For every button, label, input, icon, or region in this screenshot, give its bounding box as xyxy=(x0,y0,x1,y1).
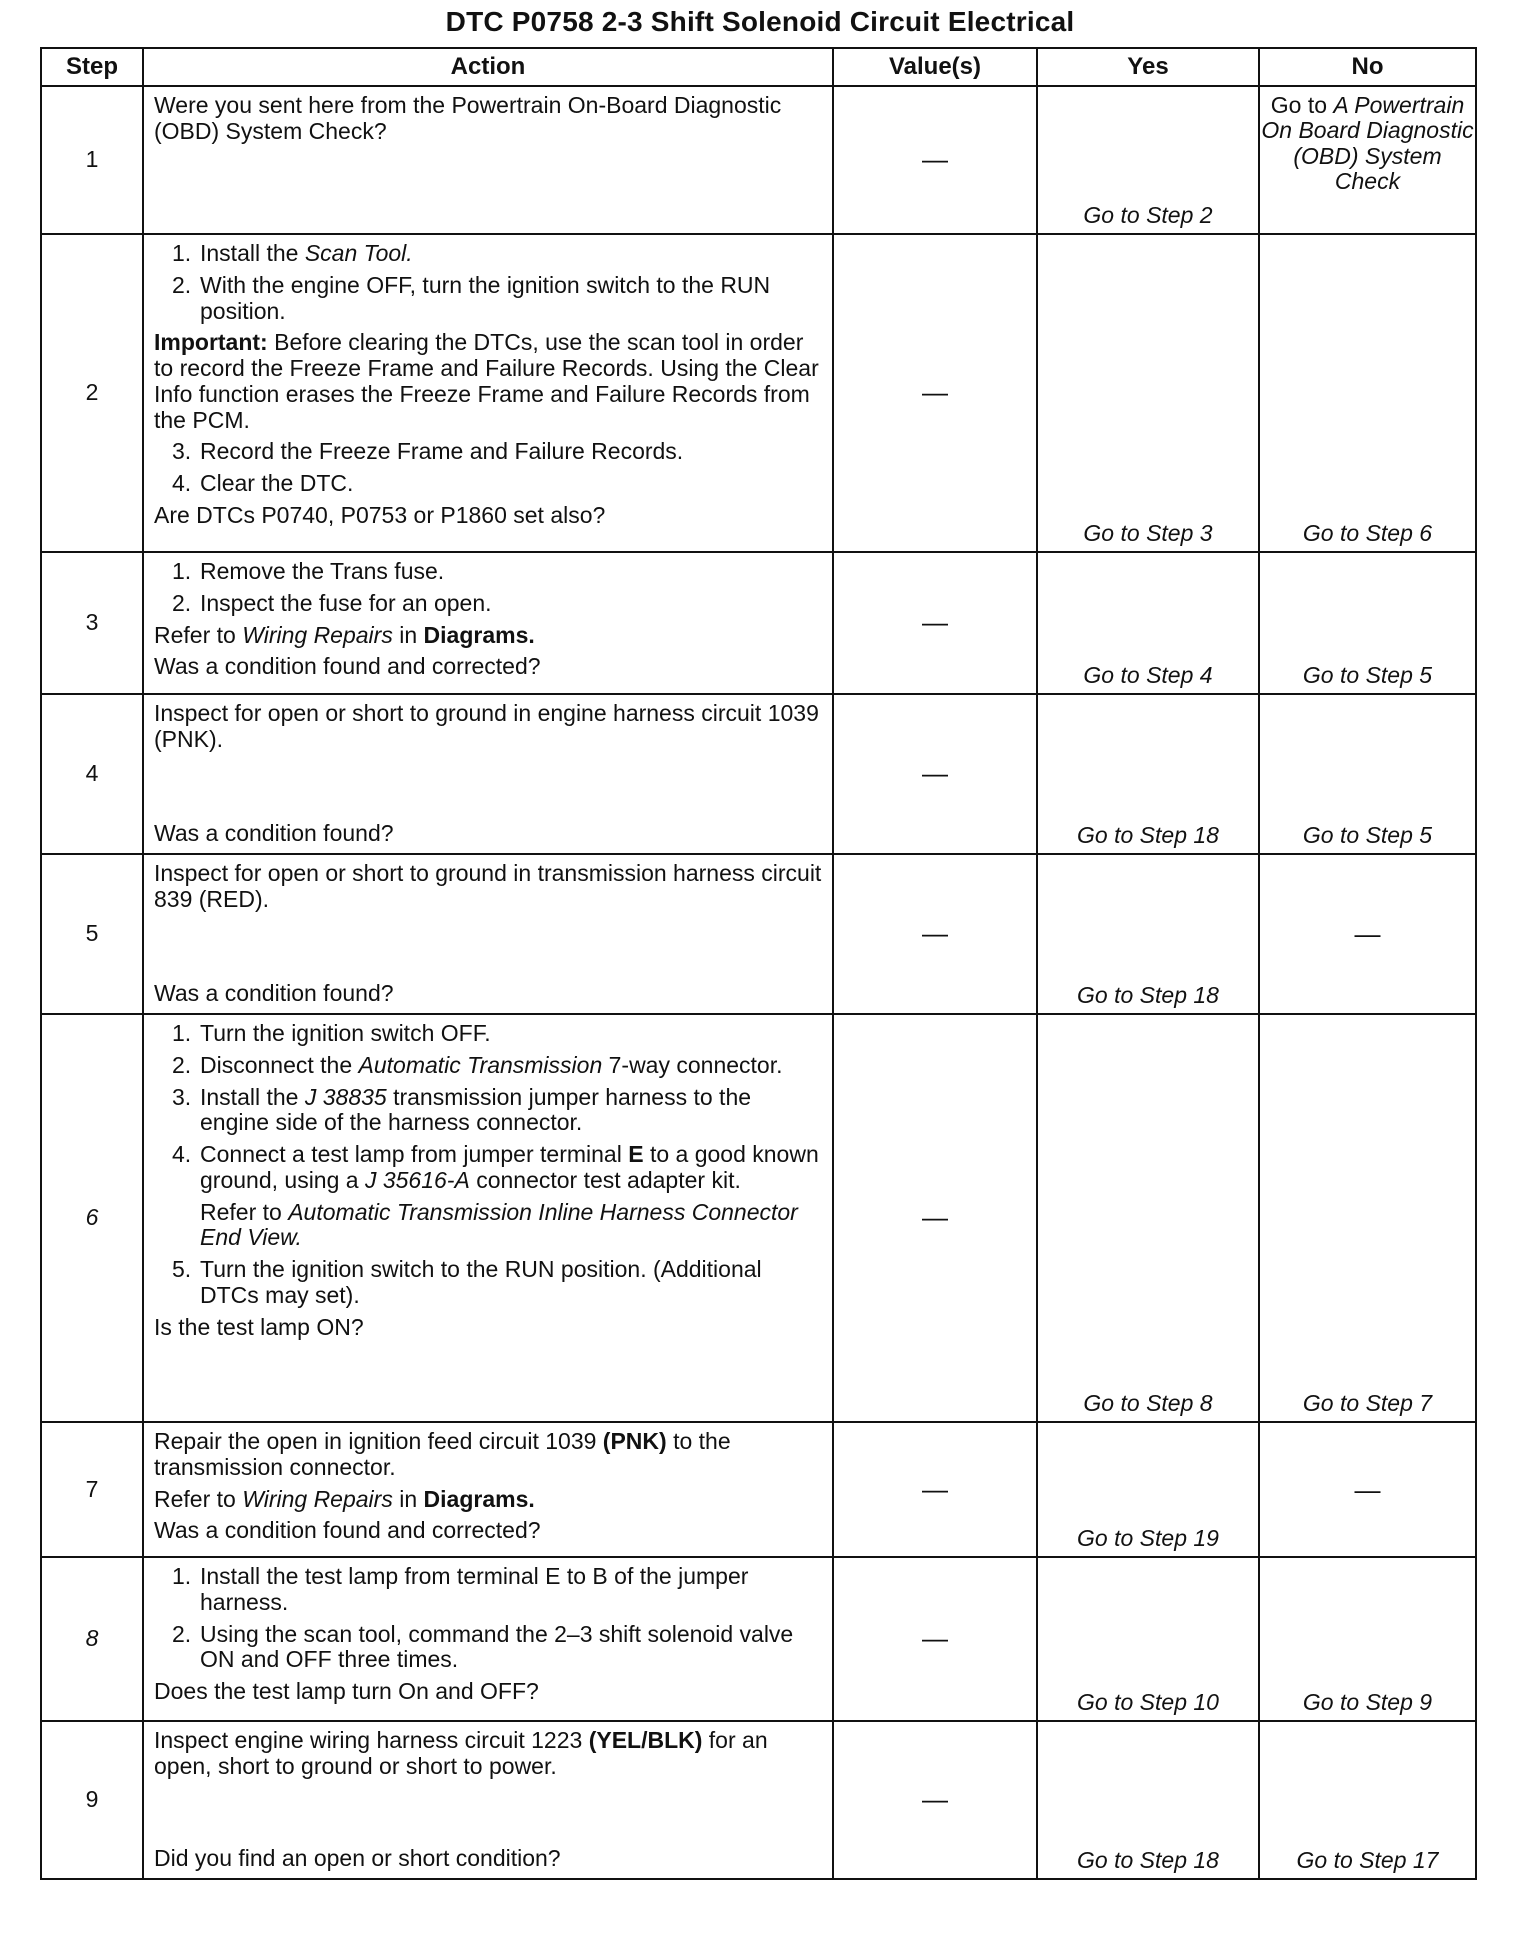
action-cell xyxy=(143,854,833,1014)
value-cell: — xyxy=(833,1721,1037,1879)
yes-goto: Go to Step 4 xyxy=(1083,662,1213,689)
yes-goto: Go to Step 3 xyxy=(1083,520,1213,547)
header-values: Value(s) xyxy=(833,48,1037,86)
action-substep: 2. Using the scan tool, command the 2–3 shift solenoid valve ON and OFF three times. xyxy=(172,1620,794,1673)
action-question: Did you find an open or short condition? xyxy=(154,1845,561,1872)
yes-goto: Go to Step 18 xyxy=(1077,822,1219,849)
action-substep: 2. Disconnect the Automatic Transmission 7-way connector. xyxy=(172,1051,783,1078)
table-row xyxy=(41,694,1476,854)
step-number: 6 xyxy=(41,1014,143,1422)
value-cell: — xyxy=(833,552,1037,694)
yes-goto: Go to Step 18 xyxy=(1077,982,1219,1009)
no-goto: Go to A Powertrain On Board Diagnostic (OBD) System Check xyxy=(1261,92,1474,194)
action-substep: 2. With the engine OFF, turn the ignition switch to the RUN position. xyxy=(172,271,771,324)
step-number: 3 xyxy=(41,552,143,694)
yes-cell xyxy=(1037,86,1259,234)
action-substep: 4. Clear the DTC. xyxy=(172,470,354,496)
yes-cell xyxy=(1037,552,1259,694)
action-cell xyxy=(143,552,833,694)
action-question: Was a condition found? xyxy=(154,820,394,847)
action-substep: 4. Connect a test lamp from jumper terminal E to a good known ground, using a J 35616-A connector test adapter kit. xyxy=(172,1141,819,1193)
action-substep: 2. Inspect the fuse for an open. xyxy=(172,589,492,616)
action-question: Are DTCs P0740, P0753 or P1860 set also? xyxy=(154,501,606,528)
yes-cell xyxy=(1037,1721,1259,1879)
action-cell xyxy=(143,86,833,234)
yes-cell xyxy=(1037,234,1259,552)
action-substep: 1. Turn the ignition switch OFF. xyxy=(172,1020,491,1046)
action-cell xyxy=(143,1014,833,1422)
no-cell xyxy=(1259,854,1476,1014)
action-reference: Refer to Wiring Repairs in Diagrams. xyxy=(154,621,535,648)
value-cell: — xyxy=(833,854,1037,1014)
step-number: 1 xyxy=(41,86,143,234)
no-goto: — xyxy=(1354,918,1381,949)
table-header-row xyxy=(41,48,1476,86)
table-row xyxy=(41,86,1476,234)
action-question: Is the test lamp ON? xyxy=(154,1313,364,1340)
diagnostic-table xyxy=(40,47,1477,1880)
important-note: Important: Before clearing the DTCs, use the scan tool in order to record the Freeze Frame and Failure Records. Using the Clear Info function erases the Freeze Frame and Failure Records from the PCM. xyxy=(154,329,819,433)
table-row xyxy=(41,1422,1476,1557)
action-text: Inspect for open or short to ground in engine harness circuit 1039 (PNK). xyxy=(154,700,819,752)
no-cell xyxy=(1259,1014,1476,1422)
table-row xyxy=(41,1721,1476,1879)
value-cell: — xyxy=(833,86,1037,234)
action-substep: 3. Record the Freeze Frame and Failure Records. xyxy=(172,438,684,465)
header-step: Step xyxy=(41,48,143,86)
table-row xyxy=(41,1014,1476,1422)
yes-goto: Go to Step 2 xyxy=(1083,202,1213,229)
value-cell: — xyxy=(833,1557,1037,1721)
no-cell xyxy=(1259,1422,1476,1557)
action-question: Was a condition found? xyxy=(154,980,394,1007)
yes-cell xyxy=(1037,1557,1259,1721)
action-reference: Refer to Automatic Transmission Inline Harness Connector End View. xyxy=(200,1198,798,1251)
action-substep: 3. Install the J 38835 transmission jumper harness to the engine side of the harness connector. xyxy=(172,1083,752,1136)
no-goto: Go to Step 7 xyxy=(1302,1390,1433,1417)
action-cell xyxy=(143,1422,833,1557)
value-cell: — xyxy=(833,1422,1037,1557)
no-goto: — xyxy=(1354,1473,1381,1504)
header-no: No xyxy=(1259,48,1476,86)
yes-goto: Go to Step 8 xyxy=(1083,1390,1213,1417)
table-row xyxy=(41,234,1476,552)
yes-cell xyxy=(1037,1014,1259,1422)
action-text: Were you sent here from the Powertrain On-Board Diagnostic (OBD) System Check? xyxy=(154,92,782,144)
action-reference: Refer to Wiring Repairs in Diagrams. xyxy=(154,1485,535,1512)
no-cell xyxy=(1259,1557,1476,1721)
no-cell xyxy=(1259,552,1476,694)
step-number: 7 xyxy=(41,1422,143,1557)
action-question: Does the test lamp turn On and OFF? xyxy=(154,1678,539,1704)
table-row xyxy=(41,552,1476,694)
step-number: 2 xyxy=(41,234,143,552)
value-cell: — xyxy=(833,694,1037,854)
action-substep: 1. Remove the Trans fuse. xyxy=(172,558,445,584)
no-goto: Go to Step 5 xyxy=(1302,822,1433,849)
action-text: Inspect engine wiring harness circuit 1223 (YEL/BLK) for an open, short to ground or short to power. xyxy=(154,1727,768,1779)
value-cell: — xyxy=(833,1014,1037,1422)
action-text: Repair the open in ignition feed circuit 1039 (PNK) to the transmission connector. xyxy=(154,1428,731,1480)
action-text: Inspect for open or short to ground in transmission harness circuit 839 (RED). xyxy=(154,860,822,912)
no-goto: Go to Step 17 xyxy=(1296,1847,1439,1874)
action-question: Was a condition found and corrected? xyxy=(154,653,541,680)
no-goto: Go to Step 9 xyxy=(1302,1689,1433,1716)
yes-goto: Go to Step 19 xyxy=(1077,1525,1219,1552)
action-cell xyxy=(143,694,833,854)
action-substep: 1. Install the test lamp from terminal E to B of the jumper harness. xyxy=(172,1563,749,1615)
action-question: Was a condition found and corrected? xyxy=(154,1517,541,1544)
no-goto: Go to Step 6 xyxy=(1302,520,1433,547)
action-substep: 5. Turn the ignition switch to the RUN position. (Additional DTCs may set). xyxy=(172,1256,762,1308)
yes-goto: Go to Step 10 xyxy=(1077,1689,1219,1716)
yes-goto: Go to Step 18 xyxy=(1077,1847,1219,1874)
value-cell: — xyxy=(833,234,1037,552)
step-number: 5 xyxy=(41,854,143,1014)
header-action: Action xyxy=(143,48,833,86)
no-cell xyxy=(1259,694,1476,854)
no-cell xyxy=(1259,86,1476,234)
table-row xyxy=(41,1557,1476,1721)
page-title: DTC P0758 2-3 Shift Solenoid Circuit Electrical xyxy=(445,6,1075,37)
action-cell xyxy=(143,1721,833,1879)
yes-cell xyxy=(1037,694,1259,854)
header-yes: Yes xyxy=(1037,48,1259,86)
yes-cell xyxy=(1037,854,1259,1014)
yes-cell xyxy=(1037,1422,1259,1557)
step-number: 9 xyxy=(41,1721,143,1879)
action-cell xyxy=(143,234,833,552)
no-goto: Go to Step 5 xyxy=(1302,662,1433,689)
step-number: 4 xyxy=(41,694,143,854)
no-cell xyxy=(1259,1721,1476,1879)
action-substep: 1. Install the Scan Tool. xyxy=(172,240,413,266)
step-number: 8 xyxy=(41,1557,143,1721)
action-cell xyxy=(143,1557,833,1721)
no-cell xyxy=(1259,234,1476,552)
table-row xyxy=(41,854,1476,1014)
